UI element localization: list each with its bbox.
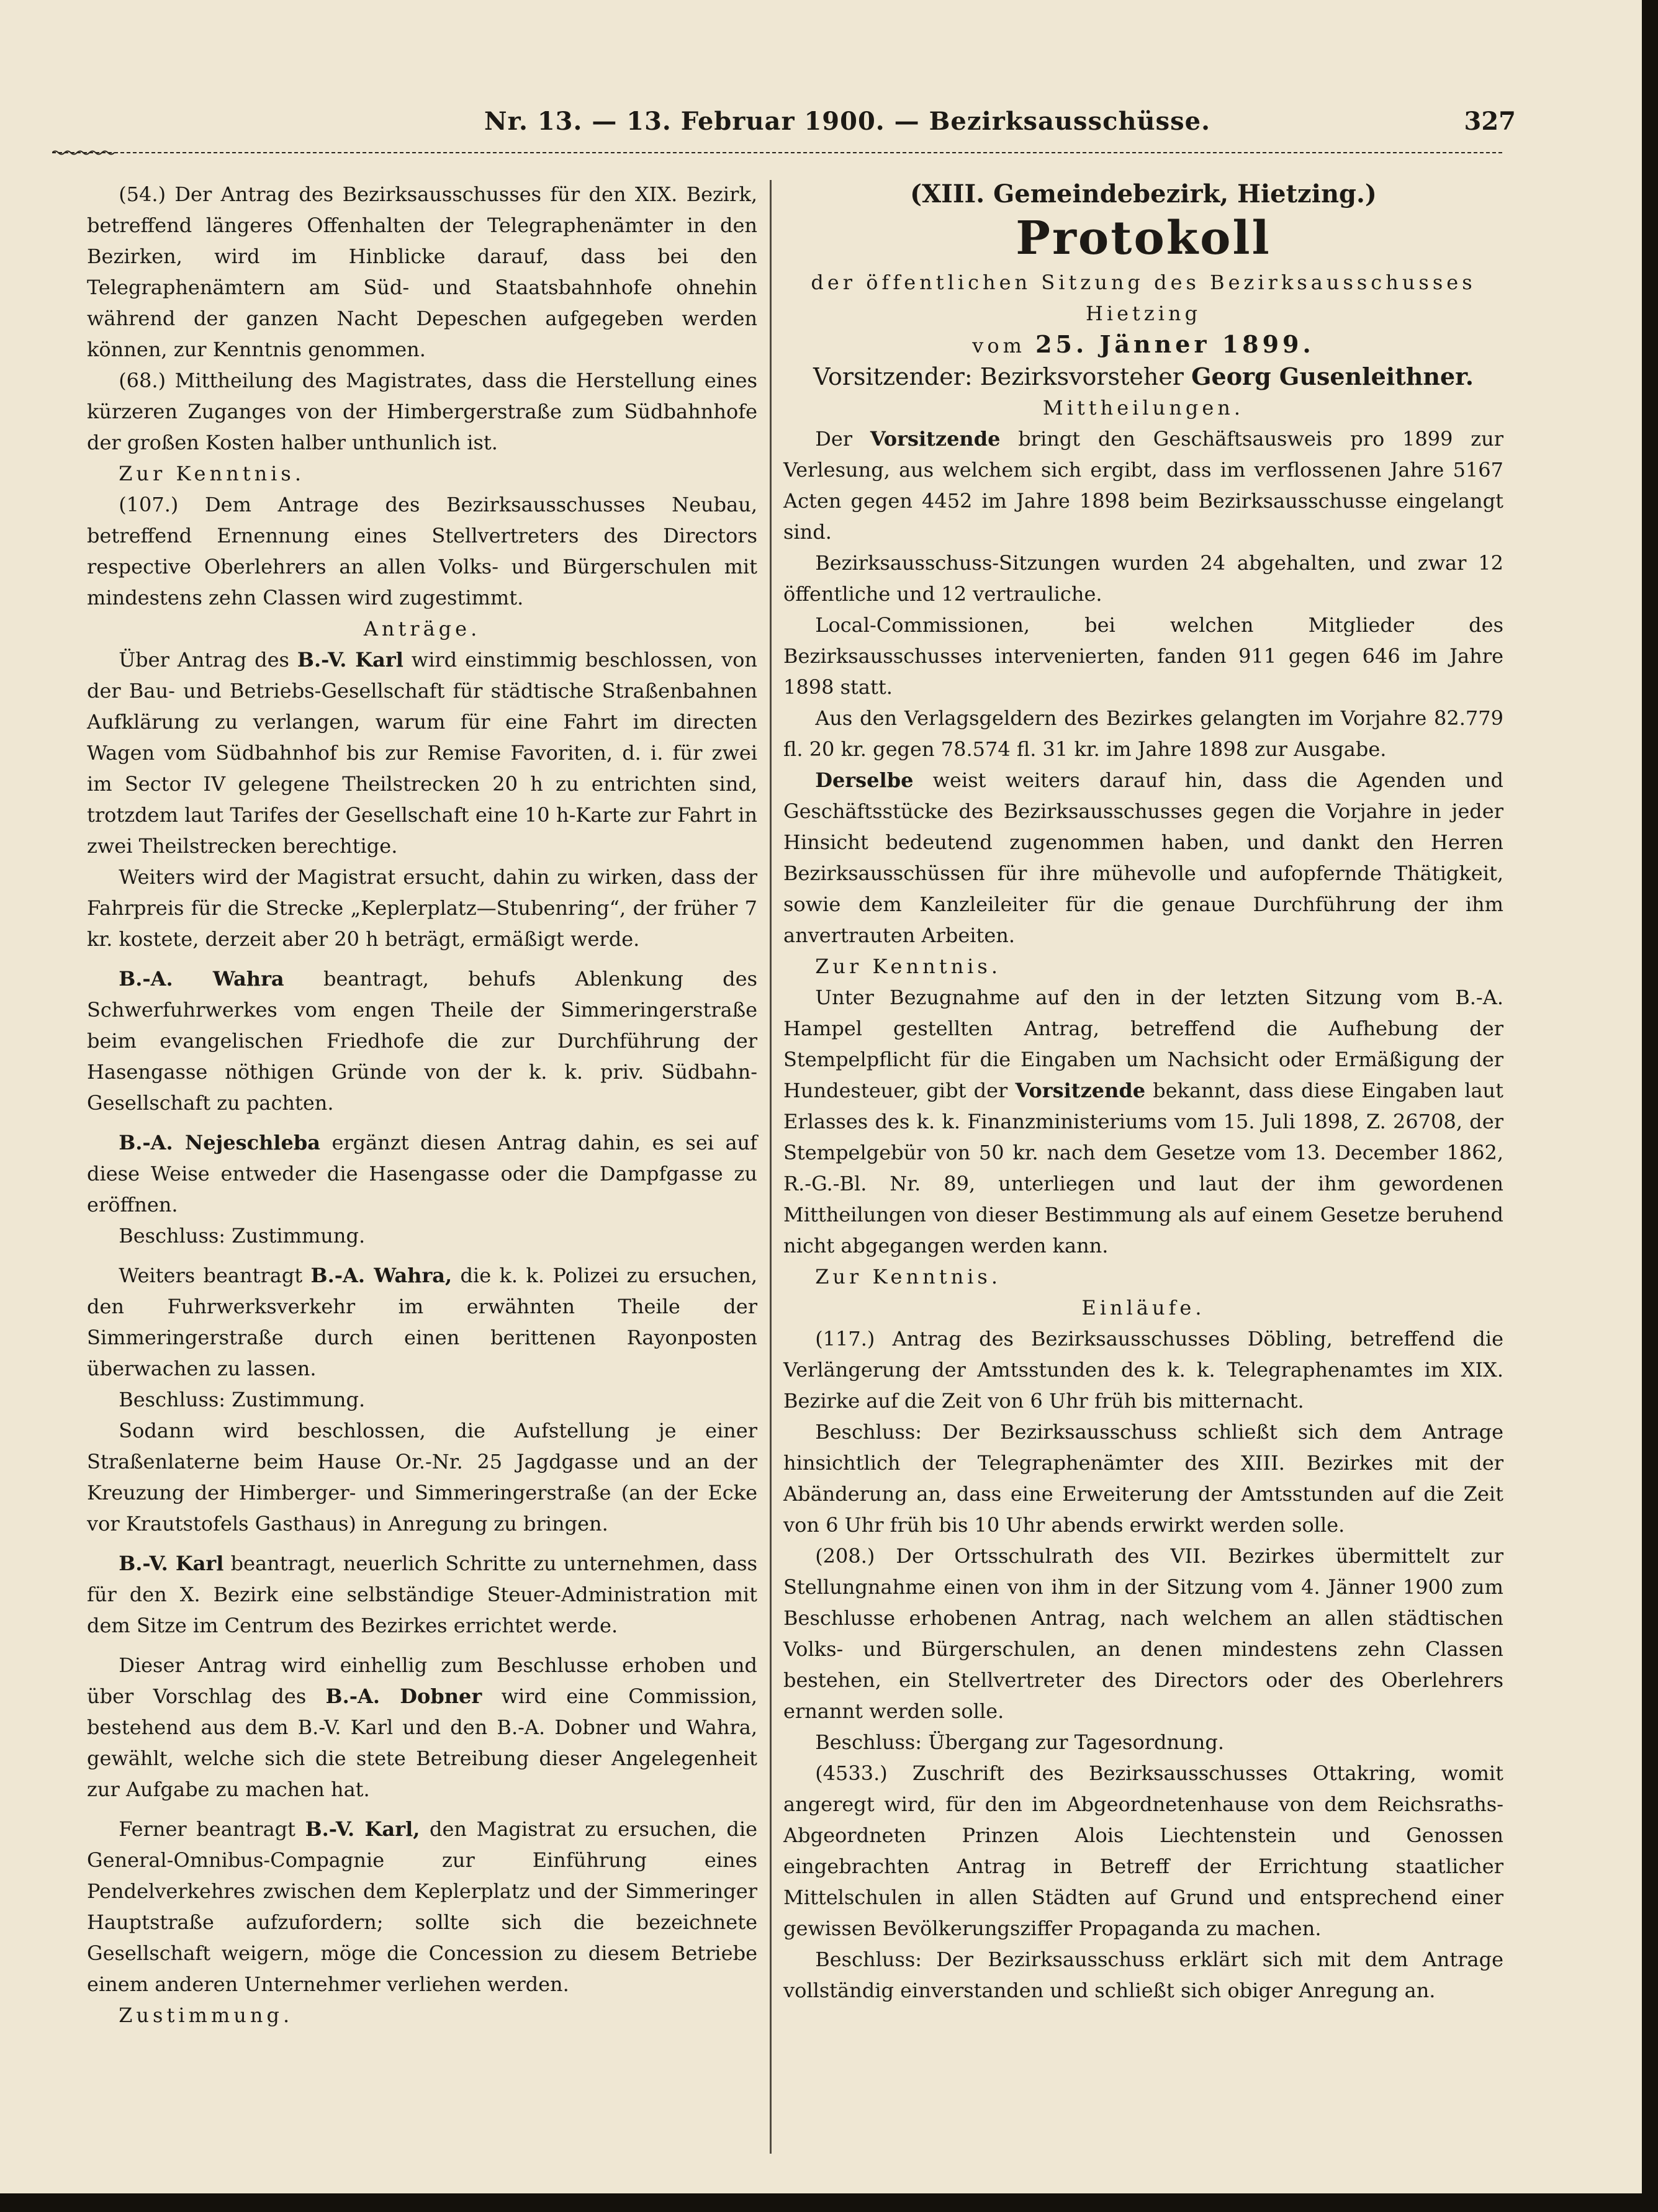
resolution: Zustimmung. <box>119 2003 294 2027</box>
paragraph: Weiters wird der Magistrat ersucht, dahin zu wirken, dass der Fahrpreis für die Strecke „Keplerplatz—Stubenring“, der früher 7 kr. kostete, derzeit aber 20 h beträgt, ermäßigt werde. <box>87 865 757 951</box>
paragraph: Weiters beantragt B.-A. Wahra, die k. k. Polizei zu ersuchen, den Fuhrwerksverkehr im erwähnten Theile der Simmeringerstraße durch einen berittenen Rayonposten überwachen zu lassen. <box>87 1264 757 1380</box>
protocol-subtitle: der öffentlichen Sitzung des Bezirksausschusses Hietzing <box>811 271 1476 325</box>
paragraph: Über Antrag des B.-V. Karl wird einstimmig beschlossen, von der Bau- und Betriebs-Gesellschaft für städtische Straßenbahnen Aufklärung zu verlangen, warum für eine Fahrt im directen Wagen vom Südbahnhof bis zur Remise Favoriten, d. i. für zwei im Sector IV gelegene Theilstrecken 20 h zu entrichten sind, trotzdem laut Tarifes der Gesellschaft eine 10 h-Karte zur Fahrt in zwei Theilstrecken berechtige. <box>87 648 758 858</box>
page-number: 327 <box>1464 107 1516 136</box>
paragraph: Zur Kenntnis. <box>119 462 305 485</box>
right-column <box>783 179 1503 2006</box>
column-divider <box>770 180 772 2154</box>
person-name: Georg Gusenleithner. <box>1191 362 1474 390</box>
paragraph: (107.) Dem Antrage des Bezirksausschusses Neubau, betreffend Ernennung eines Stellvertreters des Directors respective Oberlehrers an allen Volks- und Bürgerschulen mit mindestens zehn Classen wird zugestimmt. <box>87 493 757 609</box>
paragraph: Bezirksausschuss-Sitzungen wurden 24 abgehalten, und zwar 12 öffentliche und 12 vertrauliche. <box>783 551 1503 606</box>
paragraph: B.-A. Nejeschleba ergänzt diesen Antrag dahin, es sei auf diese Weise entweder die Hasengasse oder die Dampfgasse zu eröffnen. <box>87 1131 758 1216</box>
paragraph: B.-A. Wahra beantragt, behufs Ablenkung des Schwerfuhrwerkes vom engen Theile der Simmeringerstraße beim evangelischen Friedhofe die zur Durchführung der Hasengasse nöthigen Gründe von der k. k. priv. Südbahn-Gesellschaft zu pachten. <box>87 967 758 1115</box>
paragraph: (4533.) Zuschrift des Bezirksausschusses Ottakring, womit angeregt wird, für den im Abgeordnetenhause von dem Reichsraths-Abgeordneten Prinzen Alois Liechtenstein und Genossen eingebrachten Antrag in Betreff der Errichtung staatlicher Mittelschulen in allen Städten auf Grund und entsprechend einer gewissen Bevölkerungsziffer Propaganda zu machen. <box>783 1761 1503 1940</box>
person-name: B.-A. Wahra <box>119 967 284 991</box>
protocol-date-line: vom 25. Jänner 1899. <box>972 330 1315 358</box>
paragraph: Ferner beantragt B.-V. Karl, den Magistrat zu ersuchen, die General-Omnibus-Compagnie zur Einführung eines Pendelverkehres zwischen dem Keplerplatz und der Simmeringer Hauptstraße aufzufordern; sollte sich die bezeichnete Gesellschaft weigern, möge die Concession zu diesem Betriebe einem anderen Unternehmer verliehen werden. <box>87 1817 758 1996</box>
person-name: B.-A. Nejeschleba <box>119 1131 320 1154</box>
paragraph: (68.) Mittheilung des Magistrates, dass die Herstellung eines kürzeren Zuganges von der Himbergerstraße zum Südbahnhofe der großen Kosten halber unthunlich ist. <box>87 369 757 454</box>
scan-border-right <box>1642 0 1658 2212</box>
district-heading: (XIII. Gemeindebezirk, Hietzing.) <box>910 179 1377 209</box>
paragraph: Sodann wird beschlossen, die Aufstellung je einer Straßenlaterne beim Hause Or.-Nr. 25 Jagdgasse und an der Kreuzung der Himberger- und Simmeringerstraße (an der Ecke vor Krautstofels Gasthaus) in Anregung zu bringen. <box>87 1419 757 1535</box>
resolution: Beschluss: Der Bezirksausschuss erklärt sich mit dem Antrage vollständig einverstanden und schließt sich obiger Anregung an. <box>783 1948 1503 2002</box>
resolution: Beschluss: Der Bezirksausschuss schließt sich dem Antrage hinsichtlich der Telegraphenämter des XIII. Bezirkes mit der Abänderung an, dass eine Erweiterung der Amtsstunden auf die Zeit von 6 Uhr früh bis 10 Uhr abends erwirkt werden solle. <box>783 1420 1503 1537</box>
running-header: Nr. 13. — 13. Februar 1900. — Bezirksausschüsse. <box>484 107 1211 136</box>
paragraph: Der Vorsitzende bringt den Geschäftsausweis pro 1899 zur Verlesung, aus welchem sich ergibt, dass im verflossenen Jahre 5167 Acten gegen 4452 im Jahre 1898 beim Bezirksausschusse eingelangt sind. <box>783 427 1504 544</box>
paragraph: Unter Bezugnahme auf den in der letzten Sitzung vom B.-A. Hampel gestellten Antrag, betreffend die Aufhebung der Stempelpflicht für die Eingaben um Nachsicht oder Ermäßigung der Hundesteuer, gibt der Vorsitzende bekannt, dass diese Eingaben laut Erlasses des k. k. Finanzministeriums vom 15. Juli 1898, Z. 26708, der Stempelgebür von 50 kr. nach dem Gesetze vom 13. December 1862, R.-G.-Bl. Nr. 89, unterliegen und laut der ihm gewordenen Mittheilungen von dieser Bestimmung als auf einem Gesetze beruhend nicht abgegangen werden kann. <box>783 986 1504 1257</box>
person-name: B.-A. Wahra, <box>310 1264 453 1287</box>
person-name: B.-V. Karl <box>297 648 403 672</box>
paragraph: (208.) Der Ortsschulrath des VII. Bezirkes übermittelt zur Stellungnahme einen von ihm in der Sitzung vom 4. Jänner 1900 zum Beschlusse erhobenen Antrag, nach welchem an allen städtischen Volks- und Bürgerschulen, an denen mindestens zehn Classen bestehen, ein Stellvertreter des Directors oder des Oberlehrers ernannt werden solle. <box>783 1544 1503 1723</box>
paragraph: Derselbe weist weiters darauf hin, dass die Agenden und Geschäftsstücke des Bezirksausschusses gegen die Vorjahre in jeder Hinsicht bedeutend zugenommen haben, und dankt den Herren Bezirksausschüssen für ihre mühevolle und aufopfernde Thätigkeit, sowie dem Kanzleileiter für die genaue Durchführung der ihm anvertrauten Arbeiten. <box>783 768 1504 947</box>
paragraph: Zur Kenntnis. <box>815 1265 1001 1288</box>
person-name: Vorsitzende <box>1015 1079 1146 1102</box>
resolution: Beschluss: Zustimmung. <box>119 1224 366 1248</box>
section-heading: Mittheilungen. <box>1042 396 1245 420</box>
protocol-title: Protokoll <box>1016 212 1271 265</box>
paragraph: Zur Kenntnis. <box>815 955 1001 978</box>
person-name: Vorsitzende <box>870 427 1001 451</box>
person-name: Derselbe <box>815 768 914 792</box>
paragraph: Aus den Verlagsgeldern des Bezirkes gelangten im Vorjahre 82.779 fl. 20 kr. gegen 78.574 fl. 31 kr. im Jahre 1898 zur Ausgabe. <box>783 706 1503 761</box>
header-wavy-rule <box>52 149 1505 156</box>
section-heading: Anträge. <box>363 617 481 641</box>
resolution: Beschluss: Zustimmung. <box>119 1388 366 1411</box>
paragraph: B.-V. Karl beantragt, neuerlich Schritte zu unternehmen, dass für den X. Bezirk eine selbständige Steuer-Administration mit dem Sitze im Centrum des Bezirkes errichtet werde. <box>87 1552 758 1637</box>
session-date: 25. Jänner 1899. <box>1035 330 1315 358</box>
person-name: B.-V. Karl <box>119 1552 224 1575</box>
paragraph: (117.) Antrag des Bezirksausschusses Döbling, betreffend die Verlängerung der Amtsstunden des k. k. Telegraphenamtes im XIX. Bezirke auf die Zeit von 6 Uhr früh bis mitternacht. <box>783 1327 1503 1413</box>
section-heading: Einläufe. <box>1081 1296 1205 1320</box>
chair-line: Vorsitzender: Bezirksvorsteher Georg Gusenleithner. <box>813 362 1474 390</box>
paragraph: (54.) Der Antrag des Bezirksausschusses für den XIX. Bezirk, betreffend längeres Offenhalten der Telegraphenämter in den Bezirken, wird im Hinblicke darauf, dass bei den Telegraphenämtern am Süd- und Staatsbahnhofe ohnehin während der ganzen Nacht Depeschen aufgegeben werden können, zur Kenntnis genommen. <box>87 182 757 361</box>
person-name: B.-A. Dobner <box>325 1684 482 1708</box>
paragraph: Local-Commissionen, bei welchen Mitglieder des Bezirksausschusses intervenierten, fanden 911 gegen 646 im Jahre 1898 statt. <box>783 613 1503 699</box>
person-name: B.-V. Karl, <box>305 1817 420 1841</box>
left-column <box>87 179 757 2031</box>
paragraph: Dieser Antrag wird einhellig zum Beschlusse erhoben und über Vorschlag des B.-A. Dobner wird eine Commission, bestehend aus dem B.-V. Karl und den B.-A. Dobner und Wahra, gewählt, welche sich die stete Betreibung dieser Angelegenheit zur Aufgabe zu machen hat. <box>87 1653 758 1801</box>
resolution: Beschluss: Übergang zur Tagesordnung. <box>815 1730 1224 1754</box>
scan-border-bottom <box>0 2193 1658 2212</box>
